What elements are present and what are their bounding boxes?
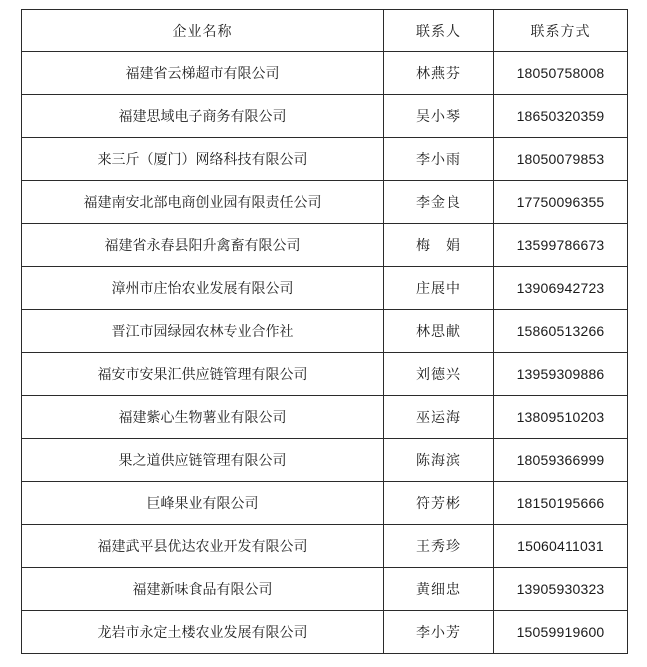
contact-person-cell: 黄细忠	[384, 568, 494, 611]
company-name-cell: 福安市安果汇供应链管理有限公司	[22, 353, 384, 396]
phone-number-cell: 17750096355	[494, 181, 628, 224]
contact-person-cell: 李小芳	[384, 611, 494, 654]
contact-table-container	[21, 9, 628, 654]
contact-person-cell: 梅 娟	[384, 224, 494, 267]
company-name-cell: 龙岩市永定土楼农业发展有限公司	[22, 611, 384, 654]
company-name-cell: 果之道供应链管理有限公司	[22, 439, 384, 482]
company-name-cell: 福建思域电子商务有限公司	[22, 95, 384, 138]
phone-number-cell: 13905930323	[494, 568, 628, 611]
contact-person-cell: 王秀珍	[384, 525, 494, 568]
phone-number-cell: 13906942723	[494, 267, 628, 310]
table-row	[22, 482, 628, 525]
company-name-cell: 福建新味食品有限公司	[22, 568, 384, 611]
contact-person-cell: 林燕芬	[384, 52, 494, 95]
table-row	[22, 353, 628, 396]
contact-person-cell: 符芳彬	[384, 482, 494, 525]
phone-number-cell: 13809510203	[494, 396, 628, 439]
header-company: 企业名称	[22, 10, 384, 52]
table-row	[22, 267, 628, 310]
table-row	[22, 310, 628, 353]
company-name-cell: 来三斤（厦门）网络科技有限公司	[22, 138, 384, 181]
table-row	[22, 52, 628, 95]
table-row	[22, 439, 628, 482]
contact-person-cell: 巫运海	[384, 396, 494, 439]
contact-person-cell: 吴小琴	[384, 95, 494, 138]
company-name-cell: 巨峰果业有限公司	[22, 482, 384, 525]
header-row	[22, 10, 628, 52]
phone-number-cell: 13599786673	[494, 224, 628, 267]
contact-person-cell: 庄展中	[384, 267, 494, 310]
table-header	[22, 10, 628, 52]
table-row	[22, 525, 628, 568]
company-name-cell: 福建紫心生物薯业有限公司	[22, 396, 384, 439]
table-row	[22, 224, 628, 267]
phone-number-cell: 18050758008	[494, 52, 628, 95]
table-row	[22, 95, 628, 138]
phone-number-cell: 18650320359	[494, 95, 628, 138]
table-row	[22, 181, 628, 224]
company-name-cell: 漳州市庄怡农业发展有限公司	[22, 267, 384, 310]
phone-number-cell: 18150195666	[494, 482, 628, 525]
header-phone: 联系方式	[494, 10, 628, 52]
company-name-cell: 福建武平县优达农业开发有限公司	[22, 525, 384, 568]
phone-number-cell: 13959309886	[494, 353, 628, 396]
phone-number-cell: 15860513266	[494, 310, 628, 353]
company-name-cell: 晋江市园绿园农林专业合作社	[22, 310, 384, 353]
company-name-cell: 福建省永春县阳升禽畜有限公司	[22, 224, 384, 267]
header-contact: 联系人	[384, 10, 494, 52]
contact-person-cell: 刘德兴	[384, 353, 494, 396]
phone-number-cell: 18059366999	[494, 439, 628, 482]
phone-number-cell: 15060411031	[494, 525, 628, 568]
table-row	[22, 568, 628, 611]
table-row	[22, 138, 628, 181]
table-row	[22, 396, 628, 439]
phone-number-cell: 18050079853	[494, 138, 628, 181]
phone-number-cell: 15059919600	[494, 611, 628, 654]
contact-person-cell: 林思献	[384, 310, 494, 353]
table-row	[22, 611, 628, 654]
contact-table	[21, 9, 628, 654]
contact-person-cell: 李小雨	[384, 138, 494, 181]
contact-person-cell: 陈海滨	[384, 439, 494, 482]
contact-person-cell: 李金良	[384, 181, 494, 224]
table-body	[22, 52, 628, 654]
company-name-cell: 福建省云梯超市有限公司	[22, 52, 384, 95]
company-name-cell: 福建南安北部电商创业园有限责任公司	[22, 181, 384, 224]
